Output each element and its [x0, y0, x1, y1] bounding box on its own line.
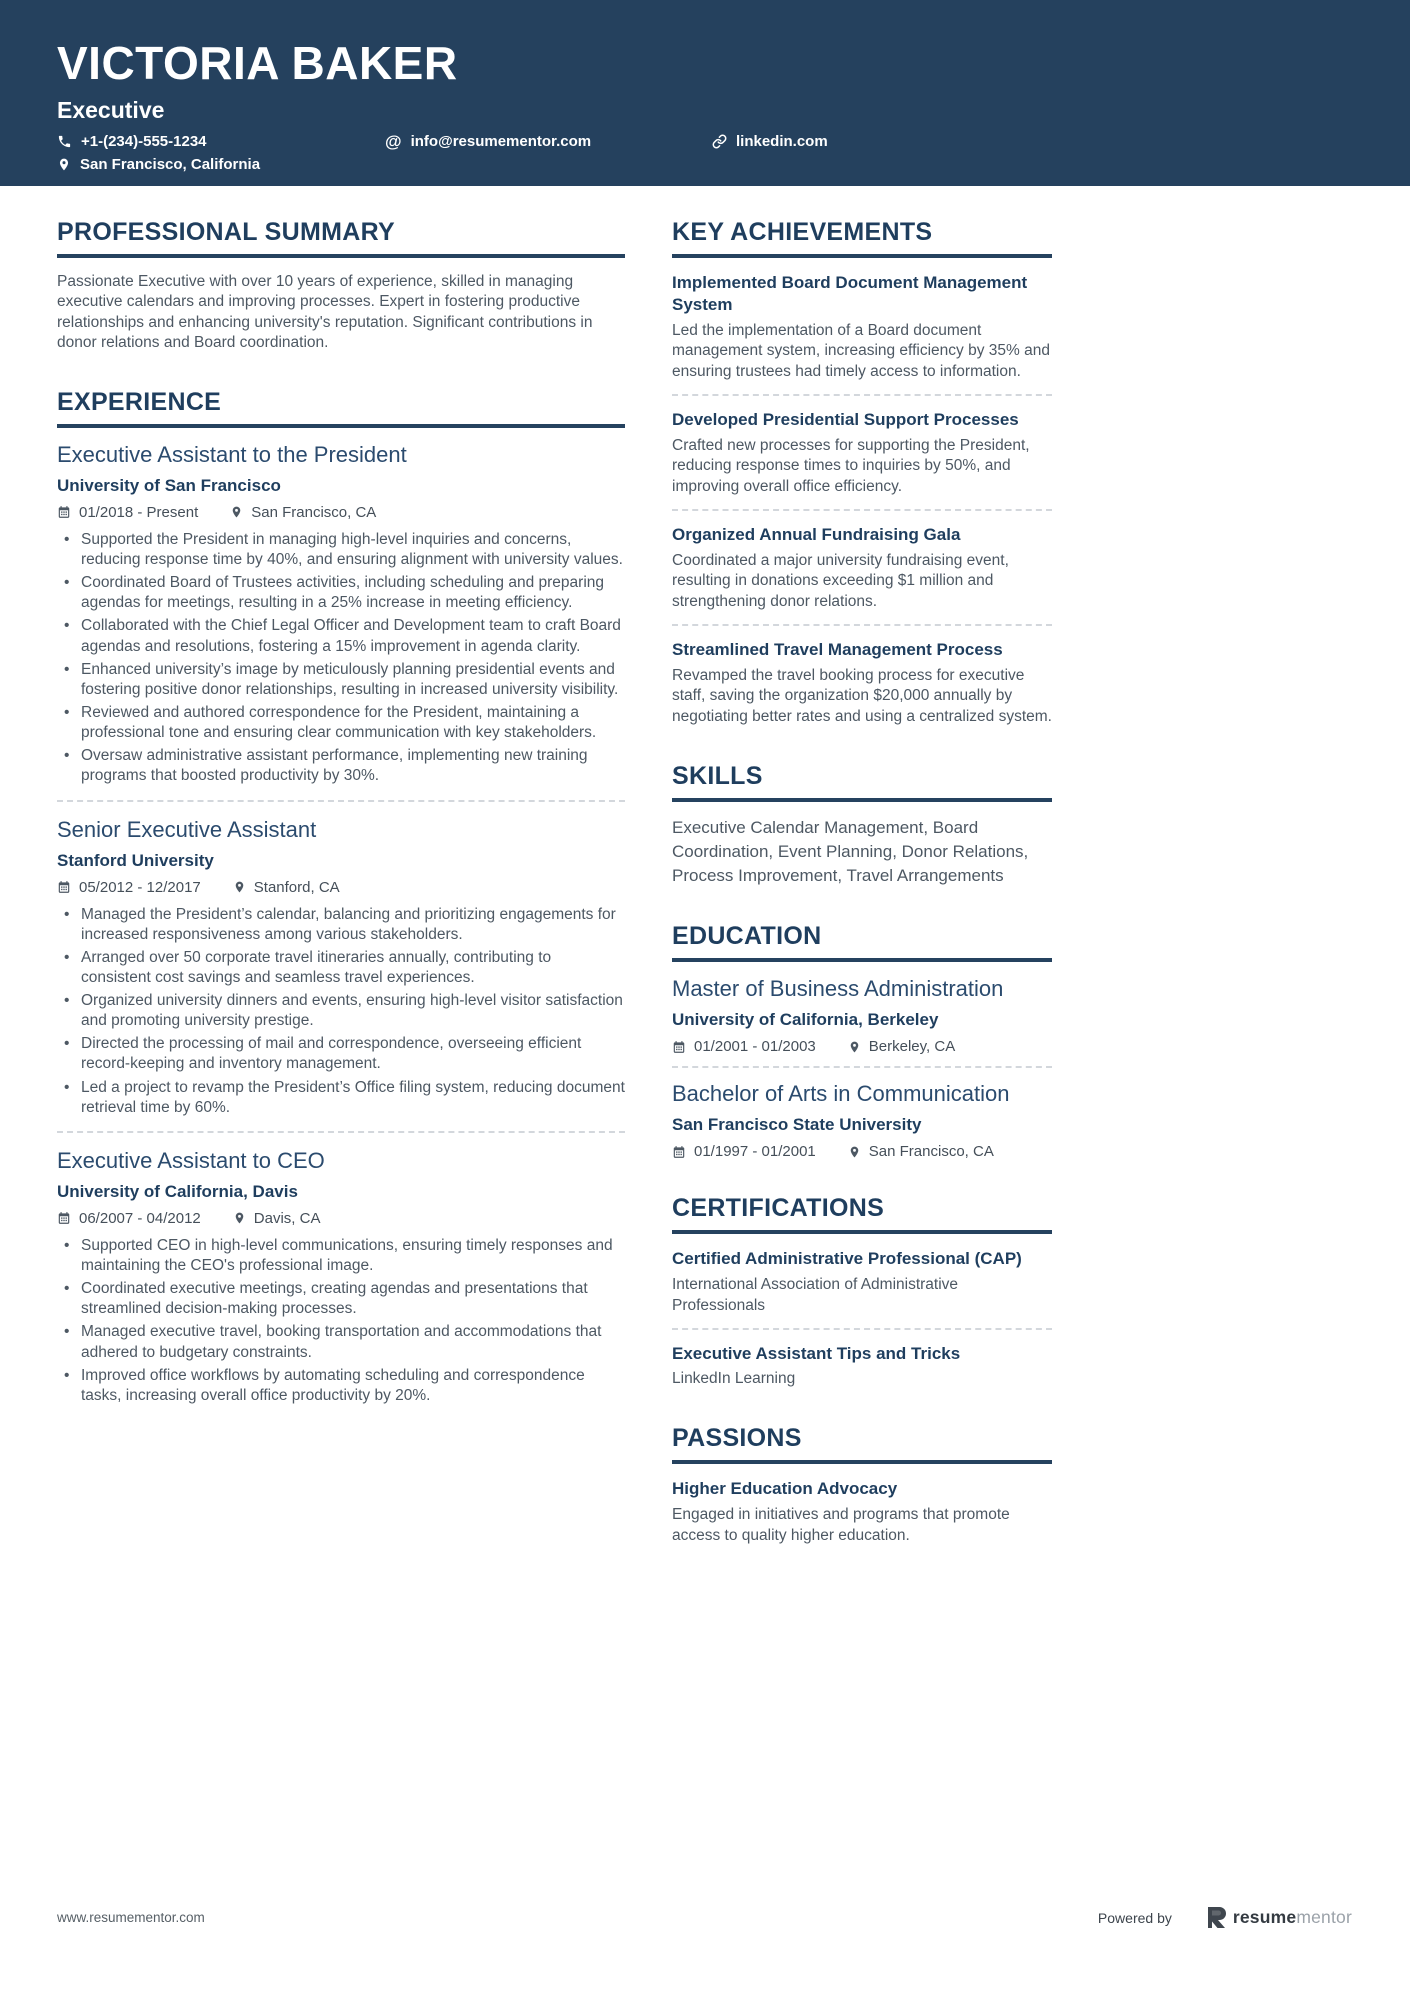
job-dates — [57, 879, 201, 896]
section-key-achievements — [672, 218, 1052, 728]
degree-title: Master of Business Administration — [672, 976, 1004, 1002]
section-passions — [672, 1424, 1052, 1546]
education-location — [848, 1038, 955, 1055]
job-location-text: Stanford, CA — [253, 878, 340, 896]
job-company: University of California, Davis — [57, 1181, 298, 1201]
passion-item — [672, 1478, 1052, 1546]
education-entry — [672, 1081, 1052, 1160]
resumementor-logo-icon — [1206, 1906, 1227, 1929]
job-bullet: • Improved office workflows by automating scheduling and correspondence tasks, increasing overall office productivity by 20%. — [57, 1366, 625, 1406]
section-experience — [57, 388, 625, 1406]
job-bullet: • Organized university dinners and events, ensuring high-level visitor satisfaction and promoting university prestige. — [57, 991, 625, 1031]
degree-title: Bachelor of Arts in Communication — [672, 1081, 1010, 1107]
phone-text: +1-(234)-555-1234 — [81, 133, 207, 150]
job-bullet: • Coordinated Board of Trustees activities, including scheduling and preparing agendas for meetings, resulting in a 25% increase in meeting efficiency. — [57, 573, 625, 613]
achievement-item — [672, 409, 1052, 498]
divider — [57, 800, 625, 802]
email-text: info@resumementor.com — [410, 133, 592, 150]
job-bullet: • Collaborated with the Chief Legal Officer and Development team to craft Board agendas and resolutions, fostering a 15% improvement in agenda clarity. — [57, 616, 625, 656]
location-pin-icon — [233, 880, 246, 894]
job-meta — [57, 504, 625, 521]
job-meta — [57, 1210, 625, 1227]
job-meta — [57, 879, 625, 896]
summary-text: Passionate Executive with over 10 years of experience, skilled in managing executive calendars and improving processes. Expert in fostering productive relationships and enhancing university's reputation. Significant contributions in donor relations and Board coordination. — [57, 273, 593, 352]
calendar-icon — [672, 1145, 686, 1159]
calendar-icon — [57, 1211, 71, 1225]
job-location-text: Davis, CA — [253, 1209, 321, 1227]
job-entry — [57, 442, 625, 787]
candidate-title: Executive — [57, 97, 165, 123]
right-column — [672, 218, 1052, 1906]
brand-text — [1233, 1907, 1352, 1928]
job-location — [233, 879, 340, 896]
job-title: Executive Assistant to the President — [57, 441, 407, 467]
education-heading: EDUCATION — [672, 922, 1052, 962]
calendar-icon — [672, 1040, 686, 1054]
section-certifications — [672, 1194, 1052, 1390]
section-education — [672, 922, 1052, 1160]
achievement-text: Led the implementation of a Board document management system, increasing efficiency by 35% and ensuring trustees had timely access to information. — [672, 321, 1050, 381]
certification-title: Executive Assistant Tips and Tricks — [672, 1343, 961, 1363]
contact-info — [57, 133, 1353, 173]
job-dates-text: 06/2007 - 04/2012 — [79, 1209, 201, 1227]
job-bullets — [57, 905, 625, 1118]
achievements-heading: KEY ACHIEVEMENTS — [672, 218, 1052, 258]
education-location-text: Berkeley, CA — [868, 1038, 956, 1056]
job-bullets — [57, 530, 625, 787]
resumementor-logo[interactable] — [1206, 1906, 1352, 1929]
page-footer — [0, 1906, 1410, 1929]
certifications-heading: CERTIFICATIONS — [672, 1194, 1052, 1234]
job-title: Executive Assistant to CEO — [57, 1147, 325, 1173]
achievement-text: Coordinated a major university fundraising event, resulting in donations exceeding $1 million and strengthening donor relations. — [672, 551, 1009, 611]
achievement-item — [672, 639, 1052, 728]
phone-icon — [57, 134, 72, 149]
job-entry — [57, 1148, 625, 1406]
certification-title: Certified Administrative Professional (CAP) — [672, 1249, 1022, 1269]
achievement-title: Organized Annual Fundraising Gala — [672, 524, 961, 544]
education-entry — [672, 976, 1052, 1055]
link-icon — [712, 134, 727, 149]
education-meta — [672, 1143, 1052, 1160]
divider — [672, 394, 1052, 396]
certification-org: International Association of Administrative Professionals — [672, 1276, 959, 1314]
linkedin-contact[interactable] — [712, 133, 1353, 150]
job-bullet: • Oversaw administrative assistant performance, implementing new training programs that boosted productivity by 30%. — [57, 746, 625, 786]
skills-text: Executive Calendar Management, Board Coordination, Event Planning, Donor Relations, Process Improvement, Travel Arrangements — [672, 817, 1029, 886]
job-bullet: • Enhanced university’s image by meticulously planning presidential events and fostering positive donor relationships, resulting in increased university visibility. — [57, 660, 625, 700]
candidate-name: VICTORIA BAKER — [57, 37, 458, 89]
calendar-icon — [57, 880, 71, 894]
job-bullet: • Coordinated executive meetings, creating agendas and presentations that streamlined decision-making processes. — [57, 1279, 625, 1319]
resume-header — [0, 0, 1410, 186]
brand-resume: resume — [1232, 1907, 1297, 1927]
certification-item — [672, 1248, 1052, 1316]
location-pin-icon — [233, 1211, 246, 1225]
job-bullet: • Reviewed and authored correspondence for the President, maintaining a professional tone and ensuring clear communication with key stakeholders. — [57, 703, 625, 743]
section-skills — [672, 762, 1052, 888]
achievement-text: Crafted new processes for supporting the President, reducing response times to inquiries by 50%, and improving overall office efficiency. — [672, 436, 1030, 496]
education-dates-text: 01/2001 - 01/2003 — [694, 1038, 816, 1056]
achievement-item — [672, 524, 1052, 613]
email-icon: @ — [385, 132, 402, 151]
job-dates — [57, 504, 198, 521]
job-bullet: • Led a project to revamp the President’s Office filing system, reducing document retrieval time by 60%. — [57, 1078, 625, 1118]
achievement-title: Implemented Board Document Management System — [672, 273, 1028, 314]
passion-text: Engaged in initiatives and programs that promote access to quality higher education. — [672, 1505, 1010, 1544]
footer-website-link[interactable]: www.resumementor.com — [57, 1910, 205, 1925]
job-location — [233, 1210, 321, 1227]
job-company: University of San Francisco — [57, 475, 281, 495]
summary-heading: PROFESSIONAL SUMMARY — [57, 218, 625, 258]
divider — [672, 509, 1052, 511]
school-name: University of California, Berkeley — [672, 1010, 939, 1030]
job-bullet: • Supported the President in managing high-level inquiries and concerns, reducing response time by 40%, and ensuring alignment with university values. — [57, 530, 625, 570]
powered-by — [1098, 1906, 1352, 1929]
achievement-title: Developed Presidential Support Processes — [672, 409, 1019, 429]
divider — [57, 1131, 625, 1133]
education-dates — [672, 1143, 816, 1160]
job-bullet: • Managed the President’s calendar, balancing and prioritizing engagements for increased responsiveness among various stakeholders. — [57, 905, 625, 945]
job-bullet: • Managed executive travel, booking transportation and accommodations that adhered to budgetary constraints. — [57, 1322, 625, 1362]
location-text: San Francisco, California — [80, 156, 261, 173]
calendar-icon — [57, 505, 71, 519]
education-location-text: San Francisco, CA — [868, 1143, 994, 1161]
phone-contact[interactable] — [57, 133, 385, 150]
experience-heading: EXPERIENCE — [57, 388, 625, 428]
school-name: San Francisco State University — [672, 1115, 922, 1135]
job-dates — [57, 1210, 201, 1227]
job-entry — [57, 817, 625, 1118]
job-dates-text: 05/2012 - 12/2017 — [79, 878, 201, 896]
job-title: Senior Executive Assistant — [57, 816, 317, 842]
location-contact — [57, 156, 385, 173]
certification-item — [672, 1343, 1052, 1391]
skills-heading: SKILLS — [672, 762, 1052, 802]
location-pin-icon — [848, 1145, 861, 1159]
passions-heading: PASSIONS — [672, 1424, 1052, 1464]
divider — [672, 1066, 1052, 1068]
location-pin-icon — [57, 157, 71, 172]
brand-mentor: mentor — [1296, 1907, 1352, 1927]
job-location — [230, 504, 376, 521]
achievement-item — [672, 272, 1052, 383]
passion-title: Higher Education Advocacy — [672, 1479, 898, 1499]
certification-org: LinkedIn Learning — [672, 1370, 796, 1388]
location-pin-icon — [848, 1040, 861, 1054]
powered-by-label: Powered by — [1097, 1909, 1172, 1926]
education-location — [848, 1143, 994, 1160]
job-bullets — [57, 1236, 625, 1406]
section-professional-summary — [57, 218, 625, 354]
job-location-text: San Francisco, CA — [251, 503, 377, 521]
job-dates-text: 01/2018 - Present — [79, 503, 199, 521]
divider — [672, 1328, 1052, 1330]
job-bullet: • Supported CEO in high-level communications, ensuring timely responses and maintaining the CEO's professional image. — [57, 1236, 625, 1276]
education-dates — [672, 1038, 816, 1055]
email-contact[interactable] — [385, 133, 712, 150]
job-bullet: • Directed the processing of mail and correspondence, overseeing efficient record-keeping and inventory management. — [57, 1034, 625, 1074]
education-meta — [672, 1038, 1052, 1055]
job-company: Stanford University — [57, 850, 214, 870]
resume-body — [0, 186, 1410, 1906]
education-dates-text: 01/1997 - 01/2001 — [694, 1143, 816, 1161]
left-column — [57, 218, 625, 1906]
achievement-title: Streamlined Travel Management Process — [672, 639, 1003, 659]
location-pin-icon — [230, 505, 243, 519]
divider — [672, 624, 1052, 626]
job-bullet: • Arranged over 50 corporate travel itineraries annually, contributing to consistent cost savings and seamless travel experiences. — [57, 948, 625, 988]
achievement-text: Revamped the travel booking process for executive staff, saving the organization $20,000 annually by negotiating better rates and using a centralized system. — [672, 666, 1052, 726]
linkedin-text: linkedin.com — [736, 133, 828, 150]
